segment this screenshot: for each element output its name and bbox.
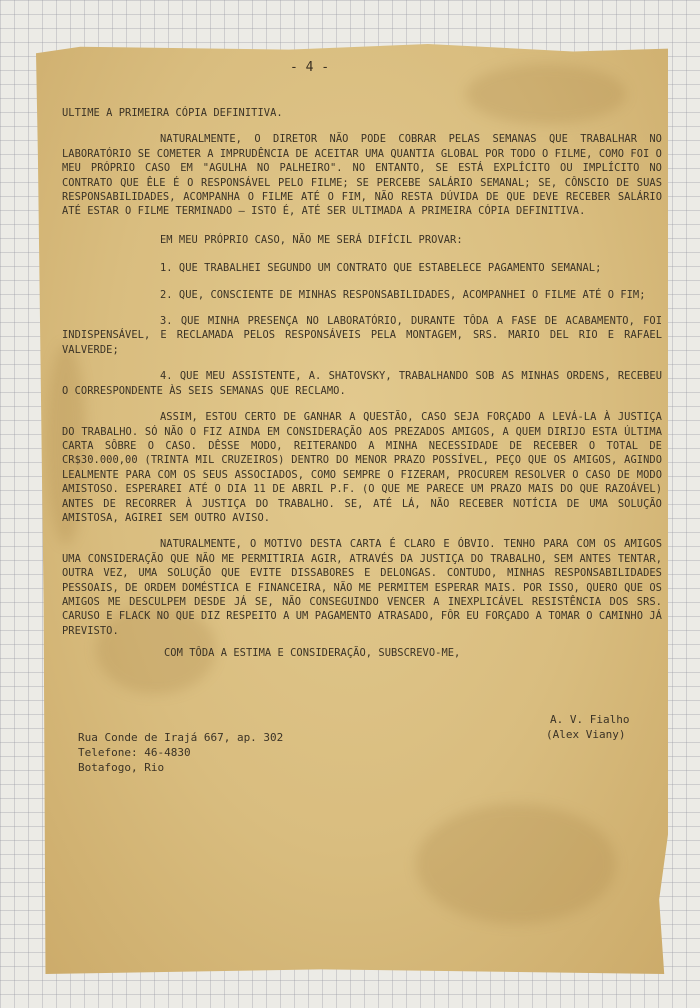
closing-line: COM TÔDA A ESTIMA E CONSIDERAÇÃO, SUBSCREVO-ME, [164,647,461,660]
list-item-3: 3. QUE MINHA PRESENÇA NO LABORATÓRIO, DURANTE TÔDA A FASE DE ACABAMENTO, FOI INDISPENSÁVEL, E RECLAMADA PELOS RESPONSÁVEIS PELA MONTAGEM, SRS. MARIO DEL RIO E RAFAEL VALVERDE; [62,315,662,356]
list-item-2: 2. QUE, CONSCIENTE DE MINHAS RESPONSABILIDADES, ACOMPANHEI O FILME ATÉ O FIM; [160,288,646,301]
paragraph-motive: NATURALMENTE, O MOTIVO DESTA CARTA É CLARO E ÓBVIO. TENHO PARA COM OS AMIGOS UMA CONSIDERAÇÃO QUE NÃO ME PERMITIRIA AGIR, ATRAVÉS DA JUSTIÇA DO TRABALHO, SEM ANTES TENTAR, OUTRA VEZ, UMA SOLUÇÃO QUE EVITE DISSABORES E DELONGAS. CONTUDO, MINHAS RESPONSABILIDADES PESSOAIS, DE ORDEM DOMÉSTICA E FINANCEIRA, NÃO ME PERMITEM ESPERAR MAIS. POR ISSO, QUERO QUE OS AMIGOS ME DESCULPEM DESDE JÁ SE, NÃO CONSEGUINDO VENCER A INEXPLICÁVEL RESISTÊNCIA DOS SRS. CARUSO E FLACK NO QUE DIZ RESPEITO A UM PAGAMENTO ATRASADO, FÔR EU FORÇADO A TOMAR O CAMINHO JÁ PREVISTO. [62,538,662,637]
paragraph-own-case: EM MEU PRÓPRIO CASO, NÃO ME SERÁ DIFÍCIL PROVAR: [160,233,463,246]
address-city: Botafogo, Rio [78,761,165,774]
sender-address [78,730,283,775]
address-phone: Telefone: 46-4830 [78,746,191,759]
letter-body [62,106,662,661]
list-item-1: 1. QUE TRABALHEI SEGUNDO UM CONTRATO QUE ESTABELECE PAGAMENTO SEMANAL; [160,262,602,275]
signature-pseudonym: (Alex Viany) [546,728,626,741]
list-item-4: 4. QUE MEU ASSISTENTE, A. SHATOVSKY, TRABALHANDO SOB AS MINHAS ORDENS, RECEBEU O CORRESPONDENTE ÀS SEIS SEMANAS QUE RECLAMO. [62,370,662,397]
page-number: - 4 - [290,60,330,75]
signature-name: A. V. Fialho [550,713,630,726]
signature-block [546,712,630,742]
paragraph-director-payment: NATURALMENTE, O DIRETOR NÃO PODE COBRAR PELAS SEMANAS QUE TRABALHAR NO LABORATÓRIO SE COMETER A IMPRUDÊNCIA DE ACEITAR UMA QUANTIA GLOBAL POR TODO O FILME, COMO FOI O MEU PRÓPRIO CASO EM "AGULHA NO PALHEIRO". NO ENTANTO, SE ESTÁ EXPLÍCITO OU IMPLÍCITO NO CONTRATO QUE ÊLE É O RESPONSÁVEL PELO FILME; SE PERCEBE SALÁRIO SEMANAL; SE, CÔNSCIO DE SUAS RESPONSABILIDADES, ACOMPANHA O FILME ATÉ O FIM, NÃO RESTA DÚVIDA DE QUE DEVE RECEBER SALÁRIO ATÉ ESTAR O FILME TERMINADO — ISTO É, ATÉ SER ULTIMADA A PRIMEIRA CÓPIA DEFINITIVA. [62,133,662,218]
paragraph-labor-court: ASSIM, ESTOU CERTO DE GANHAR A QUESTÃO, CASO SEJA FORÇADO A LEVÁ-LA À JUSTIÇA DO TRABALHO. SÓ NÃO O FIZ AINDA EM CONSIDERAÇÃO AOS PREZADOS AMIGOS, A QUEM DIRIJO ESTA ÚLTIMA CARTA SÔBRE O CASO. DÊSSE MODO, REITERANDO A MINHA NECESSIDADE DE RECEBER O TOTAL DE CR$30.000,00 (TRINTA MIL CRUZEIROS) DENTRO DO MENOR PRAZO POSSÍVEL, PEÇO QUE OS AMIGOS, AGINDO LEALMENTE PARA COM OS SEUS ASSOCIADOS, COMO SEMPRE O FIZERAM, PROCUREM RESOLVER O CASO DE MODO AMISTOSO. ESPERAREI ATÉ O DIA 11 DE ABRIL P.F. (O QUE ME PARECE UM PRAZO MAIS DO QUE RAZOÁVEL) ANTES DE RECORRER À JUSTIÇA DO TRABALHO. SE, ATÉ LÁ, NÃO RECEBER NOTÍCIA DE UMA SOLUÇÃO AMISTOSA, AGIREI SEM OUTRO AVISO. [62,411,662,524]
paragraph-continuation: ULTIME A PRIMEIRA CÓPIA DEFINITIVA. [62,107,283,119]
address-street: Rua Conde de Irajá 667, ap. 302 [78,731,284,744]
